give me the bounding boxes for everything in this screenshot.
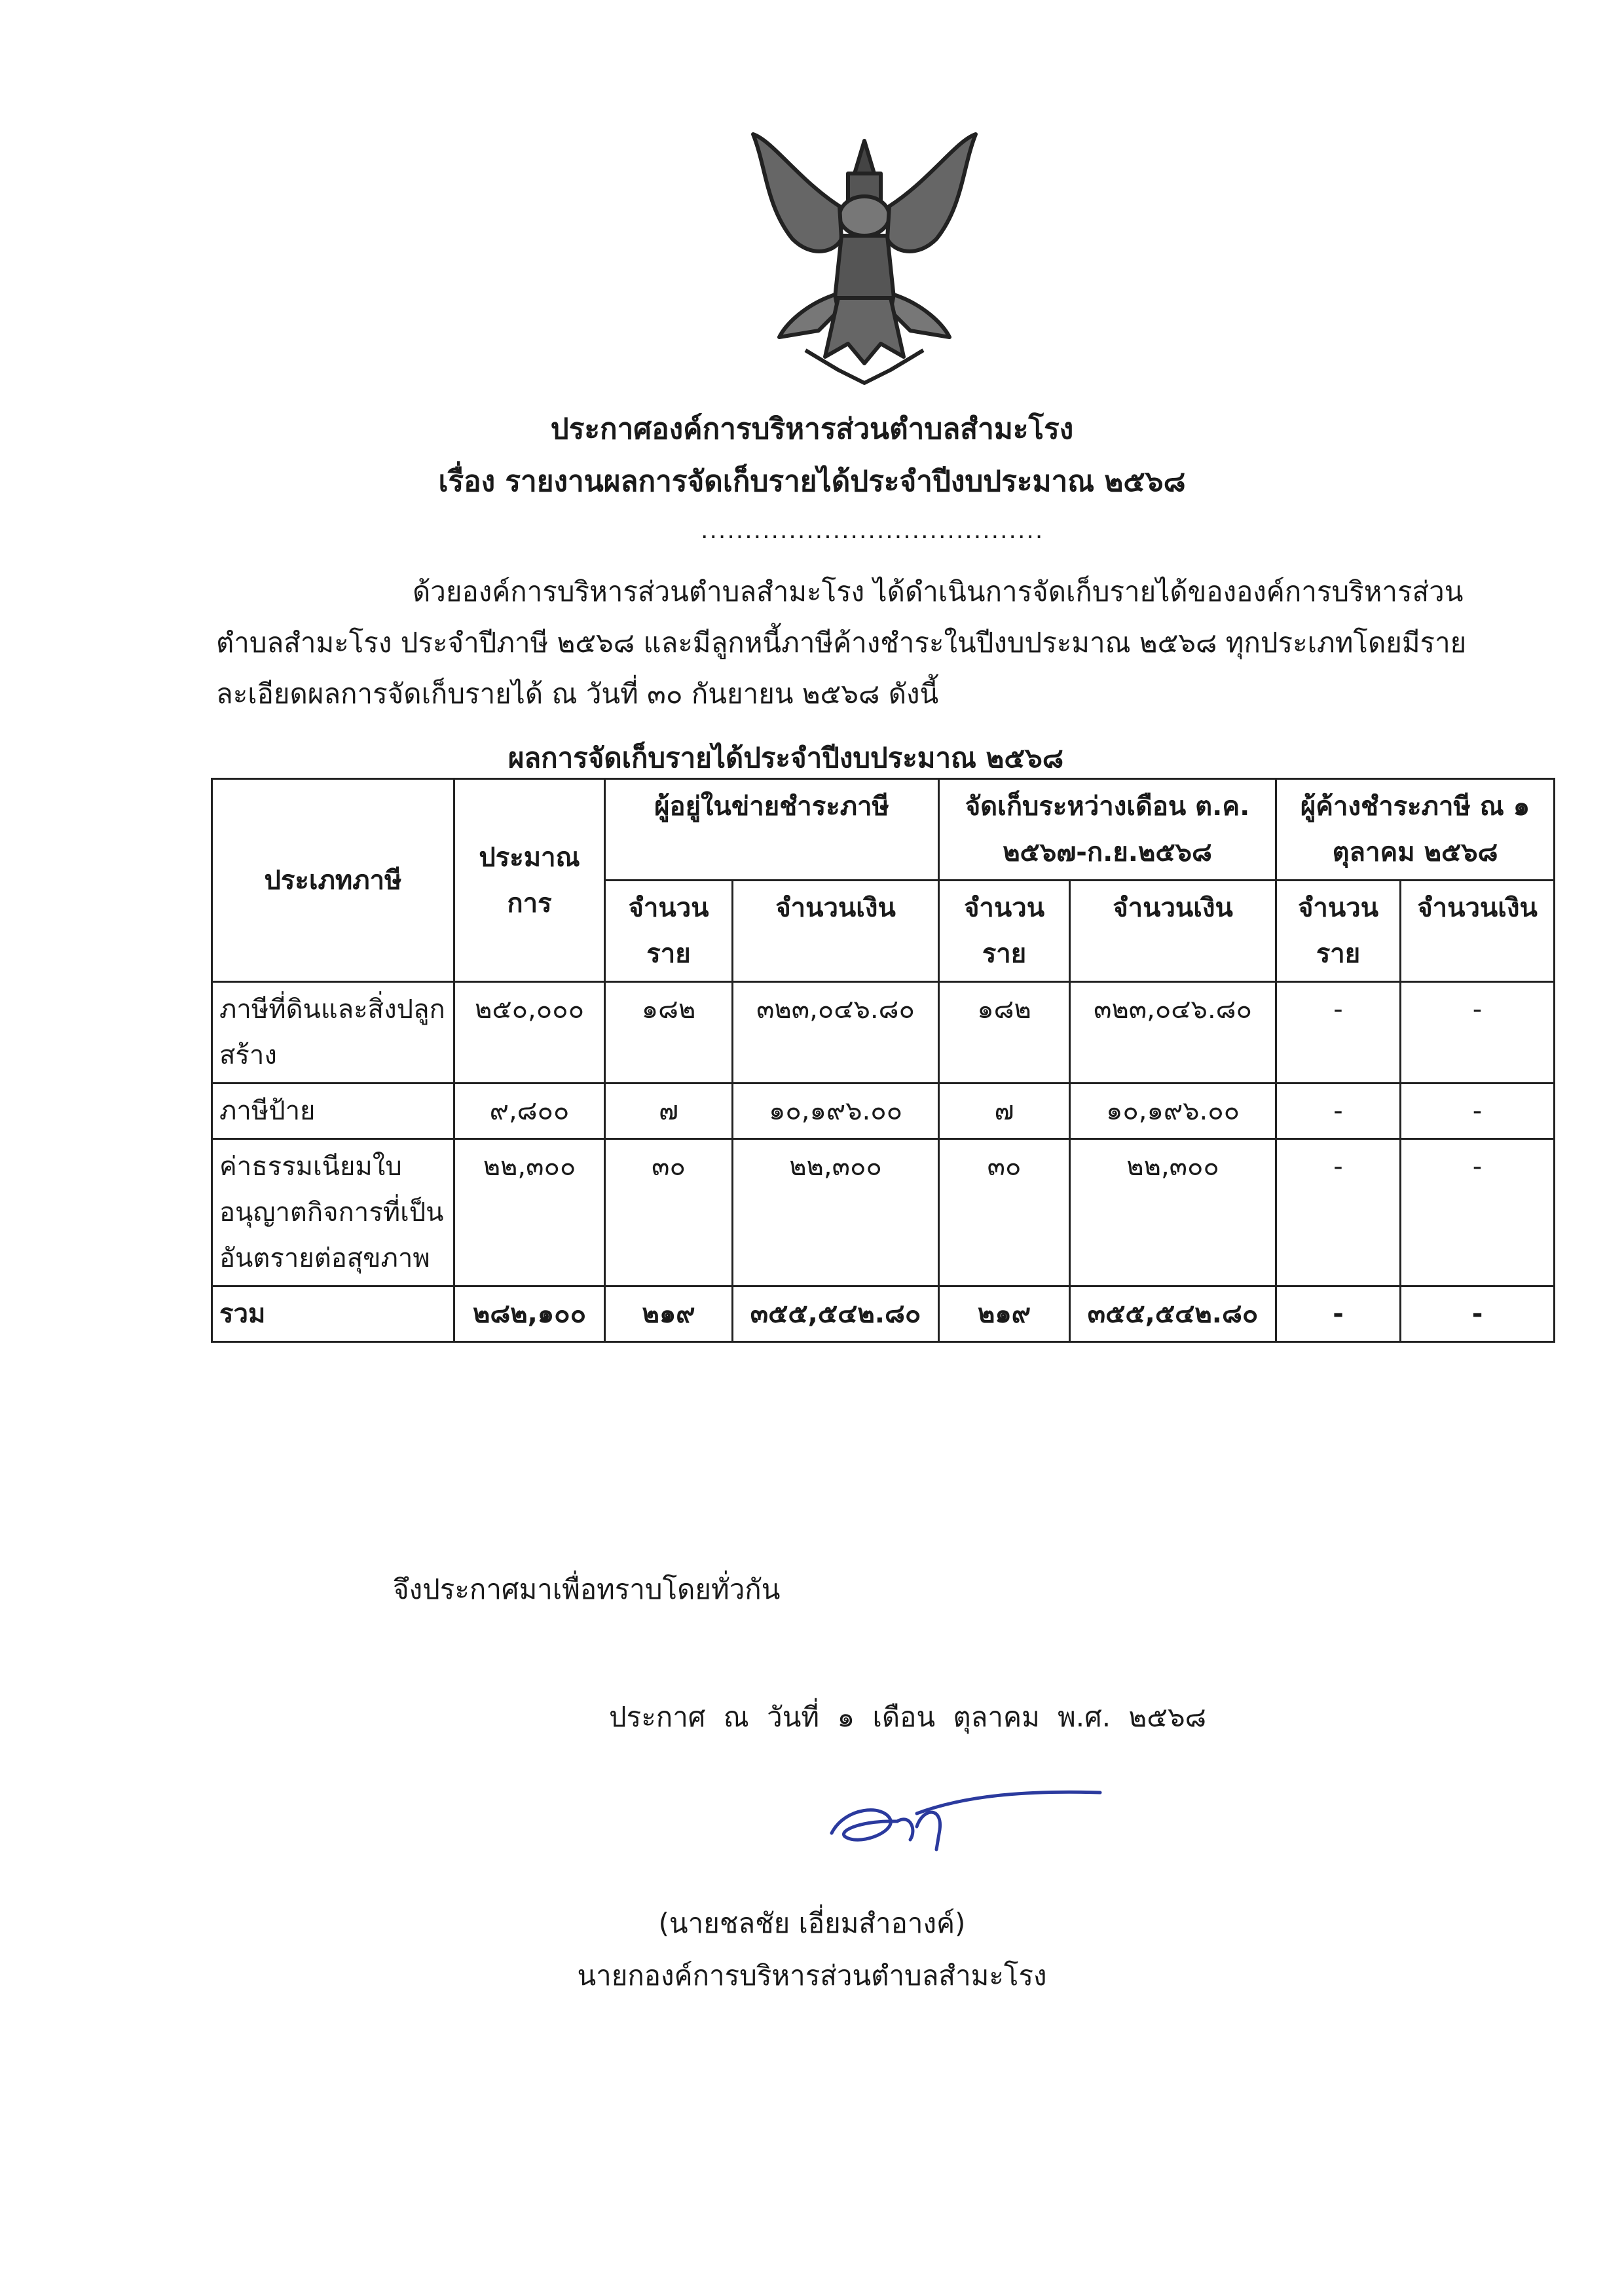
signature-icon [819,1768,1107,1866]
signer-name: (นายชลชัย เอี่ยมสำอางค์) [658,1907,966,1939]
cell-estimate: ๙,๘๐๐ [454,1084,605,1139]
cell-net-amount: ๒๒,๓๐๐ [733,1139,939,1286]
cell-arr-amount: - [1401,1084,1555,1139]
announcement-date: ประกาศ ณ วันที่ ๑ เดือน ตุลาคม พ.ศ. ๒๕๖๘ [609,1701,1207,1733]
cell-net-amount: ๑๐,๑๙๖.๐๐ [733,1084,939,1139]
cell-total-arr-amount: - [1401,1286,1555,1342]
cell-tax-type: ภาษีป้าย [212,1084,454,1139]
cell-tax-type: ค่าธรรมเนียมใบอนุญาตกิจการที่เป็นอันตรายต่อสุขภาพ [212,1139,454,1286]
cell-arr-amount: - [1401,982,1555,1084]
signer-position: นายกองค์การบริหารส่วนตำบลสำมะโรง [577,1959,1047,1992]
header-collected: จัดเก็บระหว่างเดือน ต.ค. ๒๕๖๗-ก.ย.๒๕๖๘ [939,779,1276,881]
table-row [212,982,1555,1084]
cell-net-count: ๑๘๒ [605,982,733,1084]
cell-estimate: ๒๕๐,๐๐๐ [454,982,605,1084]
header-estimate: ประมาณการ [454,779,605,982]
table-caption: ผลการจัดเก็บรายได้ประจำปีงบประมาณ ๒๕๖๘ [507,742,1064,774]
table-total-row [212,1286,1555,1342]
subheader-amount: จำนวนเงิน [1070,881,1276,982]
heading-line-2: เรื่อง รายงานผลการจัดเก็บรายได้ประจำปีงบประมาณ ๒๕๖๘ [438,465,1186,498]
subheader-count: จำนวนราย [939,881,1070,982]
cell-col-count: ๗ [939,1084,1070,1139]
table-row [212,1139,1555,1286]
cell-total-estimate: ๒๘๒,๑๐๐ [454,1286,605,1342]
body-paragraph: ด้วยองค์การบริหารส่วนตำบลสำมะโรง ได้ดำเนินการจัดเก็บรายได้ขององค์การบริหารส่วนตำบลสำมะโรง ประจำปีภาษี ๒๕๖๘ และมีลูกหนี้ภาษีค้างชำระในปีงบประมาณ ๒๕๖๘ ทุกประเภทโดยมีรายละเอียดผลการจัดเก็บรายได้ ณ วันที่ ๓๐ กันยายน ๒๕๖๘ ดังนี้ [216,575,1467,710]
subheader-amount: จำนวนเงิน [1401,881,1555,982]
cell-total-net-amount: ๓๕๕,๕๔๒.๘๐ [733,1286,939,1342]
revenue-table [211,778,1555,1343]
heading-separator: ....................................... [701,517,1044,544]
garuda-emblem-icon [727,128,1002,390]
header-tax-type: ประเภทภาษี [212,779,454,982]
cell-col-amount: ๒๒,๓๐๐ [1070,1139,1276,1286]
cell-net-count: ๗ [605,1084,733,1139]
cell-arr-count: - [1276,1139,1401,1286]
closing-text: จึงประกาศมาเพื่อทราบโดยทั่วกัน [393,1573,781,1605]
cell-estimate: ๒๒,๓๐๐ [454,1139,605,1286]
cell-arr-count: - [1276,982,1401,1084]
cell-net-amount: ๓๒๓,๐๔๖.๘๐ [733,982,939,1084]
cell-arr-amount: - [1401,1139,1555,1286]
cell-col-amount: ๑๐,๑๙๖.๐๐ [1070,1084,1276,1139]
subheader-count: จำนวนราย [605,881,733,982]
cell-tax-type: ภาษีที่ดินและสิ่งปลูกสร้าง [212,982,454,1084]
heading-line-1: ประกาศองค์การบริหารส่วนตำบลสำมะโรง [550,412,1074,446]
subheader-count: จำนวนราย [1276,881,1401,982]
table-header-row [212,779,1555,881]
table-row [212,1084,1555,1139]
cell-total-label: รวม [212,1286,454,1342]
cell-col-count: ๑๘๒ [939,982,1070,1084]
cell-col-amount: ๓๒๓,๐๔๖.๘๐ [1070,982,1276,1084]
cell-total-col-count: ๒๑๙ [939,1286,1070,1342]
cell-total-arr-count: - [1276,1286,1401,1342]
cell-col-count: ๓๐ [939,1139,1070,1286]
header-in-network: ผู้อยู่ในข่ายชำระภาษี [605,779,939,881]
cell-net-count: ๓๐ [605,1139,733,1286]
header-arrears: ผู้ค้างชำระภาษี ณ ๑ ตุลาคม ๒๕๖๘ [1276,779,1555,881]
subheader-amount: จำนวนเงิน [733,881,939,982]
cell-total-net-count: ๒๑๙ [605,1286,733,1342]
cell-total-col-amount: ๓๕๕,๕๔๒.๘๐ [1070,1286,1276,1342]
cell-arr-count: - [1276,1084,1401,1139]
